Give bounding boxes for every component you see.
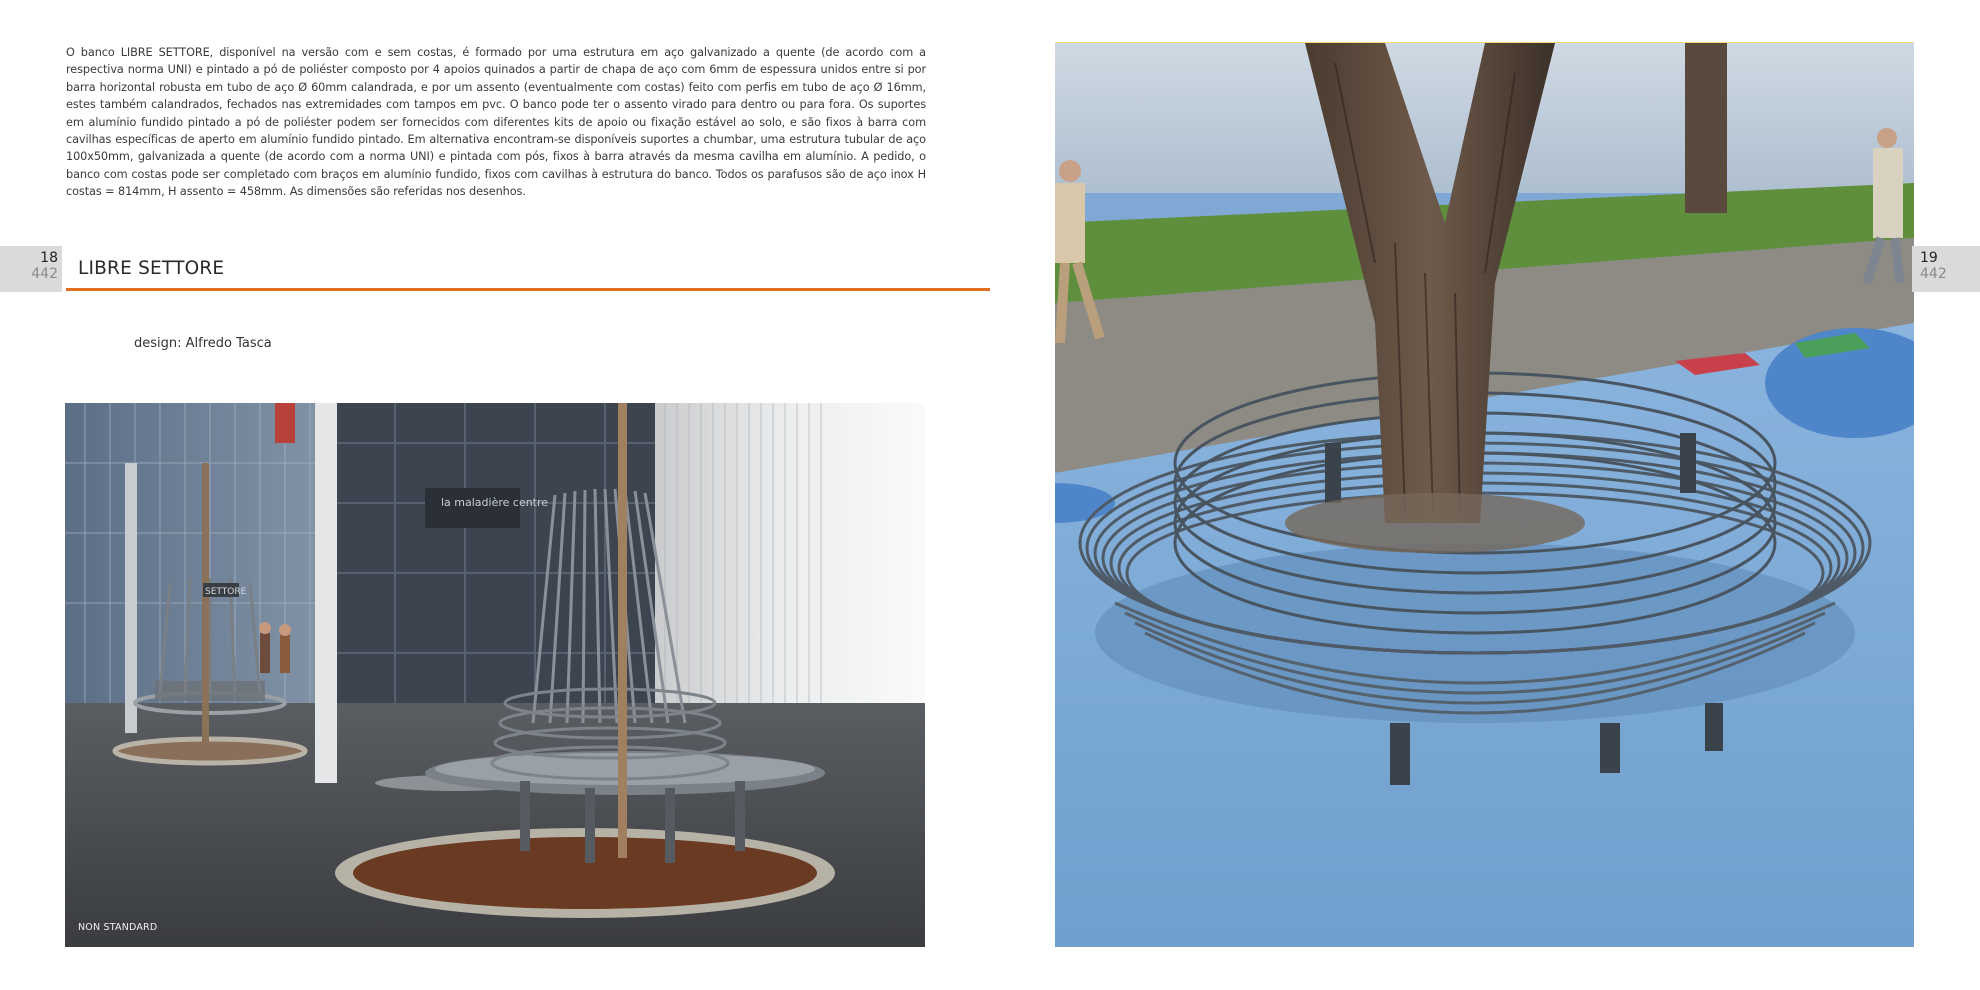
page-total: 442 [31,266,58,282]
page-number: 18 [40,250,58,266]
page-number-tab-left [0,246,62,292]
page-number-tab-right [1912,246,1980,292]
photo-caption: NON STANDARD [78,922,158,933]
building-sign-text: la maladière centre [441,496,549,509]
tree-bench-photo [1055,43,1914,947]
title-underline [66,288,990,291]
page-number: 19 [1920,250,1938,266]
bench-sign-text: SETTORE [205,587,247,597]
designer-credit: design: Alfredo Tasca [134,336,272,351]
page-total: 442 [1920,266,1947,282]
product-title: LIBRE SETTORE [78,258,225,279]
plaza-bench-photo [65,403,925,947]
product-description: O banco LIBRE SETTORE, disponível na versão com e sem costas, é formado por uma estrutura em aço galvanizado a quente (de acordo com a respectiva norma UNI) e pintado a pó de poliéster composto por 4 apoios quinados a partir de chapa de aço com 6mm de espessura unidos entre si por barra horizontal robusta em tubo de aço Ø 60mm calandrada, e por um assento (eventualmente com costas) feito com perfis em tubo de aço Ø 16mm, estes também calandrados, fechados nas extremidades com tampos em pvc. O banco pode ter o assento virado para dentro ou para fora. Os suportes em alumínio fundido pintado a pó de poliéster podem ser fornecidos com diferentes kits de apoio ou fixação estável ao solo, e são fixos à barra com cavilhas específicas de aperto em alumínio fundido pintado. Em alternativa encontram-se disponíveis suportes a chumbar, uma estrutura tubular de aço 100x50mm, galvanizada a quente (de acordo com a norma UNI) e pintada com pós, fixos à barra através da mesma cavilha em alumínio. A pedido, o banco com costas pode ser completado com braços em alumínio fundido, fixos com cavilhas à estrutura do banco. Todos os parafusos são de aço inox H costas = 814mm, H assento = 458mm. As dimensões são referidas nos desenhos. [66,46,926,199]
